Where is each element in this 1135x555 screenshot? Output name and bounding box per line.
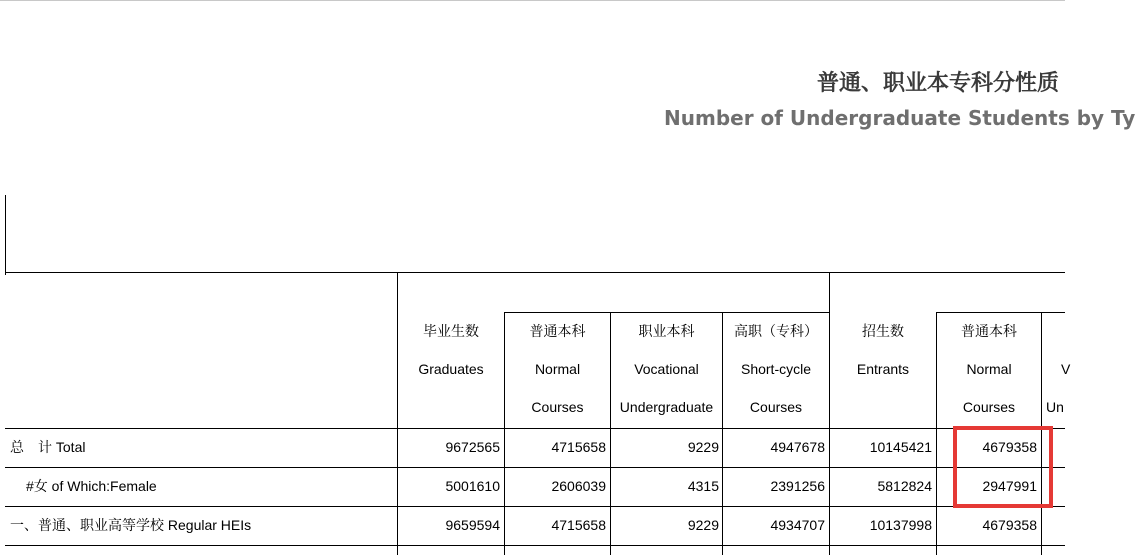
header-graduates-en: Graduates	[418, 361, 484, 377]
header-entrants-cn: 招生数	[862, 323, 904, 339]
header-shortcycle-en1: Short-cycle	[740, 361, 812, 377]
header-entrants-en: Entrants	[856, 361, 910, 377]
cell-normal: 4715658	[551, 439, 606, 455]
header-graduates-cn: 毕业生数	[423, 323, 479, 339]
row-label: #女 of Which:Female	[26, 478, 157, 494]
title-english: Number of Undergraduate Students by Ty	[664, 106, 1135, 130]
cell-shortcycle: 4947678	[770, 439, 825, 455]
cell-vocational: 9229	[687, 517, 719, 533]
cell-entrants: 5812824	[877, 478, 932, 494]
cell-graduates: 9659594	[445, 517, 500, 533]
header-partial-en1: V	[1061, 361, 1071, 377]
cell-graduates: 9672565	[445, 439, 500, 455]
cell-shortcycle: 2391256	[770, 478, 825, 494]
header-normal2-en2: Courses	[962, 399, 1016, 415]
cell-graduates: 5001610	[445, 478, 500, 494]
row-label: 总 计 Total	[10, 439, 86, 455]
top-border	[0, 0, 1065, 1]
header-normal1-en2: Courses	[531, 399, 584, 415]
highlight-box	[953, 426, 1053, 508]
header-vocational-en2: Undergraduate	[619, 399, 714, 415]
header-shortcycle-en2: Courses	[749, 399, 803, 415]
header-shortcycle-cn: 高职（专科）	[734, 323, 818, 339]
header-vocational-cn: 职业本科	[638, 323, 695, 339]
row-label: 一、普通、职业高等学校 Regular HEIs	[10, 517, 252, 533]
header-normal1-en1: Normal	[534, 361, 581, 377]
cell-normal-entrants: 4679358	[982, 517, 1037, 533]
cell-entrants: 10137998	[869, 517, 932, 533]
cell-entrants: 10145421	[869, 439, 932, 455]
cell-normal-entrants: 2947991	[982, 478, 1037, 494]
header-normal1-cn: 普通本科	[529, 323, 586, 339]
cell-vocational: 4315	[687, 478, 719, 494]
header-normal2-en1: Normal	[966, 361, 1012, 377]
cell-shortcycle: 4934707	[770, 517, 825, 533]
title-chinese: 普通、职业本专科分性质	[817, 71, 1060, 96]
header-normal2-cn: 普通本科	[961, 323, 1017, 339]
cell-normal-entrants: 4679358	[982, 439, 1037, 455]
header-partial-en2: Un	[1046, 399, 1064, 415]
header-vocational-en1: Vocational	[634, 361, 699, 377]
cell-normal: 4715658	[551, 517, 606, 533]
cell-vocational: 9229	[687, 439, 719, 455]
cell-normal: 2606039	[551, 478, 606, 494]
